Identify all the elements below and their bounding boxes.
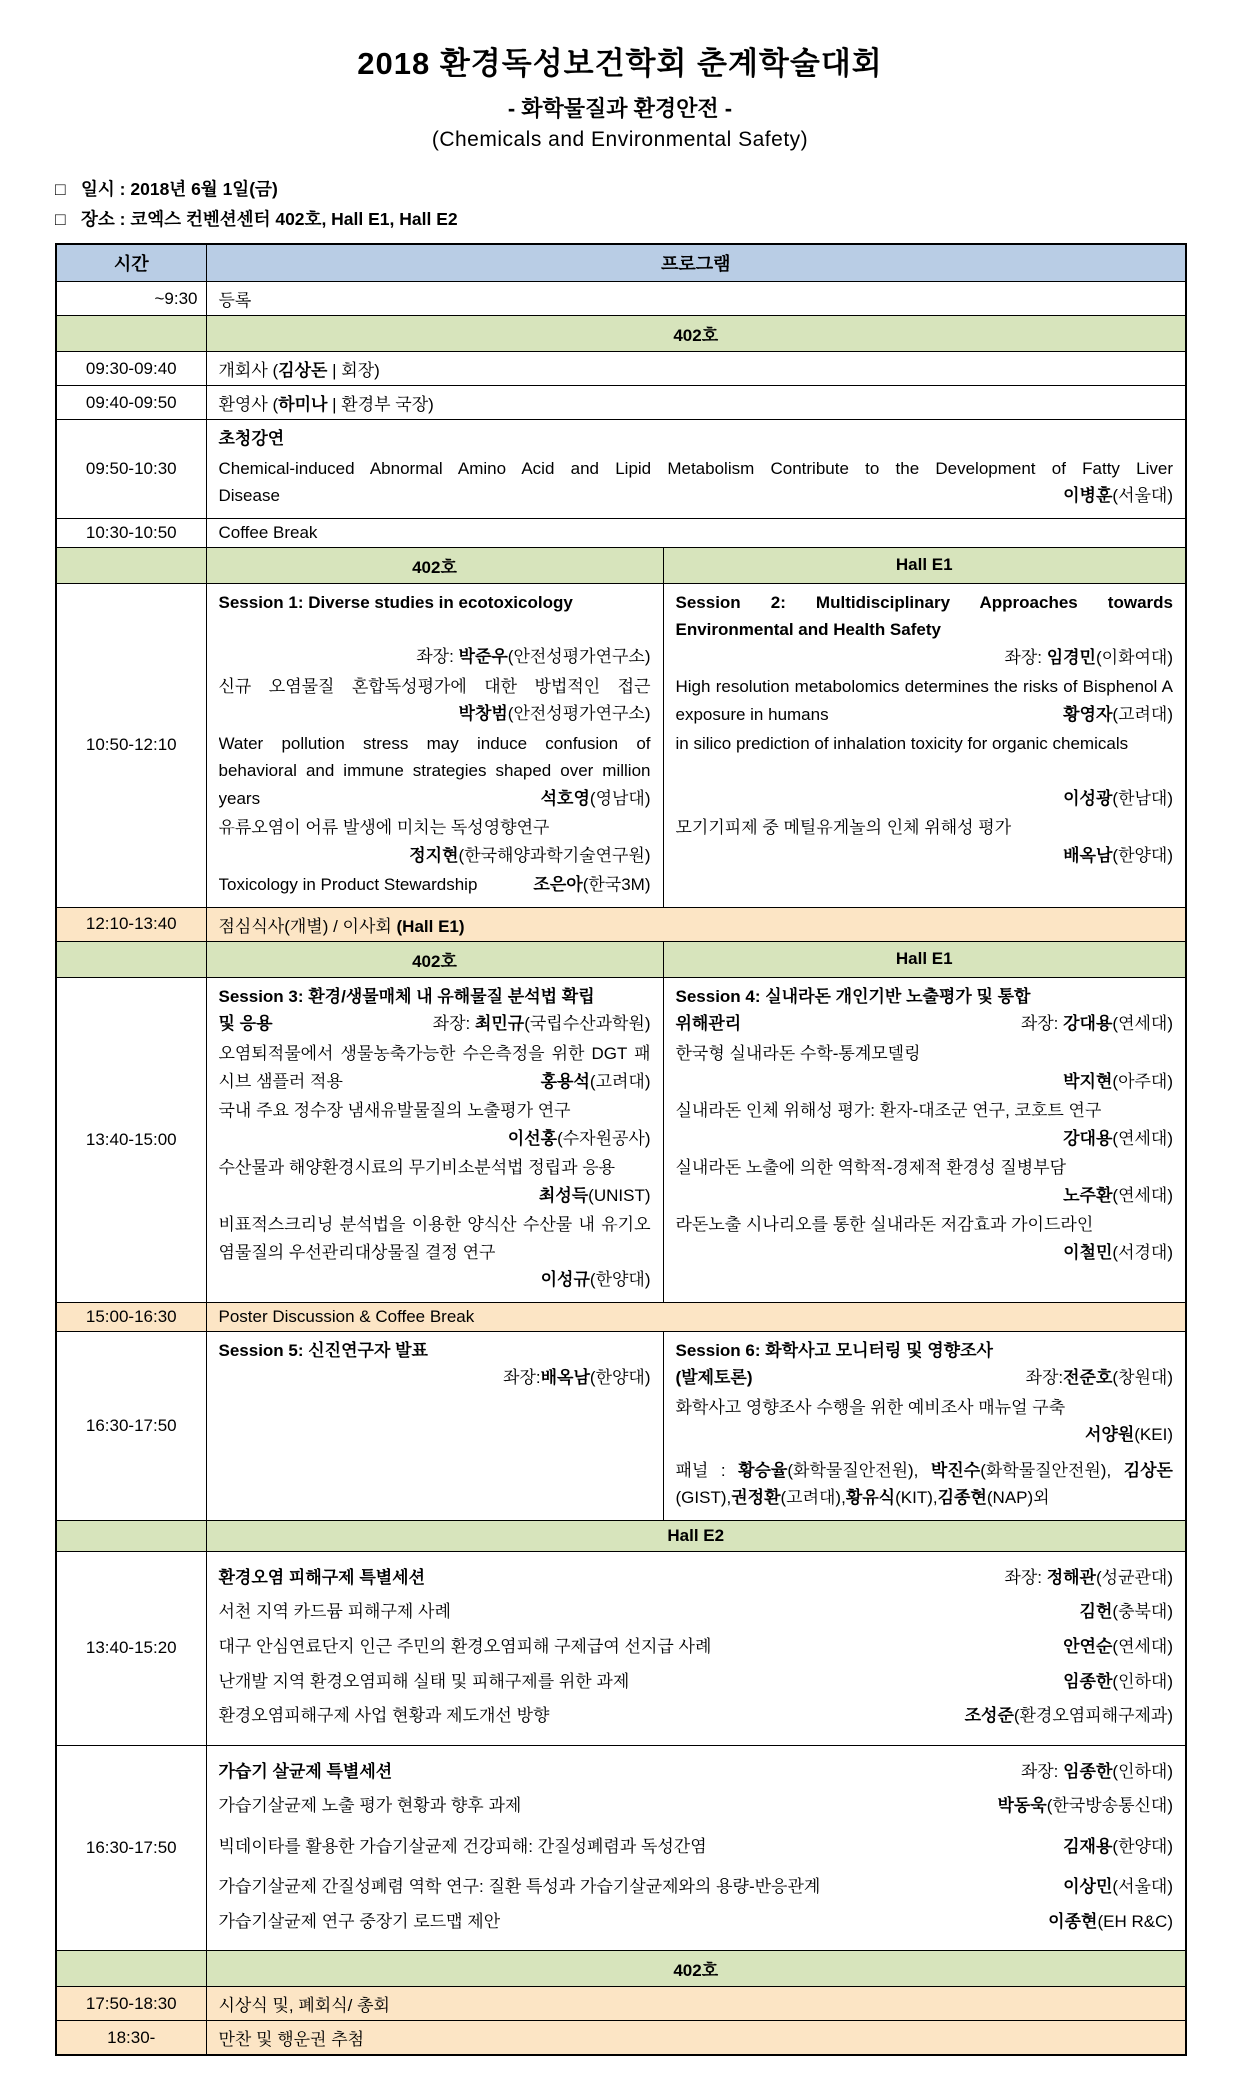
row-sessions-5-6 bbox=[56, 1331, 1186, 1520]
speaker bbox=[997, 1792, 1173, 1820]
special-session-heading-line bbox=[219, 1564, 1174, 1592]
speaker-name: 이철민 bbox=[1063, 1242, 1113, 1262]
speaker-line bbox=[219, 1182, 651, 1210]
talk-title: 서천 지역 카드뮴 피해구제 사례 bbox=[218, 1602, 451, 1622]
chair-affiliation: (창원대) bbox=[1112, 1368, 1173, 1388]
chair-affiliation: (안전성평가연구소) bbox=[507, 647, 651, 667]
talk-line bbox=[219, 1792, 1174, 1820]
talk-title: Water pollution stress may induce confusion of behavioral and immune strategies shaped over million years bbox=[218, 733, 651, 808]
panelist-affiliation: (GIST), bbox=[675, 1488, 732, 1508]
talk-entry bbox=[676, 673, 1174, 728]
time-cell: 17:50-18:30 bbox=[56, 1987, 206, 2021]
speaker-affiliation: (한국해양과학기술연구원) bbox=[458, 845, 651, 865]
row-lunch bbox=[56, 907, 1186, 941]
opening-text: 개회사 ( bbox=[218, 361, 279, 380]
panelist-affiliation: (고려대), bbox=[780, 1488, 846, 1508]
square-bullet-icon: □ bbox=[55, 179, 66, 199]
row-closing bbox=[56, 1987, 1186, 2021]
speaker-line bbox=[676, 1421, 1174, 1449]
chair-line bbox=[219, 643, 651, 671]
person-name: 김상돈 bbox=[278, 361, 328, 380]
panelist-affiliation: (NAP)외 bbox=[986, 1488, 1050, 1508]
time-cell: 09:40-09:50 bbox=[56, 386, 206, 420]
speaker-name: 황영자 bbox=[1063, 704, 1113, 724]
time-cell: 13:40-15:20 bbox=[56, 1551, 206, 1745]
program-cell: Poster Discussion & Coffee Break bbox=[206, 1302, 1186, 1331]
panelist-name: 김종현 bbox=[937, 1488, 987, 1508]
session-heading: 환경오염 피해구제 특별세션 bbox=[218, 1567, 426, 1587]
speaker-affiliation: (서울대) bbox=[1112, 486, 1173, 506]
column-header-program: 프로그램 bbox=[206, 244, 1186, 282]
panelist-name: 황승율 bbox=[738, 1460, 788, 1480]
session-heading: Session 6: 화학사고 모니터링 및 영향조사 bbox=[675, 1340, 993, 1360]
chair-line bbox=[1004, 1564, 1173, 1592]
time-cell-empty bbox=[56, 547, 206, 583]
talk-title: 모기기피제 중 메틸유게놀의 인체 위해성 평가 bbox=[675, 818, 1012, 838]
chair-label: 좌장: bbox=[1025, 1368, 1064, 1388]
talk-title: 가습기살균제 노출 평가 현황과 향후 과제 bbox=[218, 1796, 522, 1816]
speaker-affiliation: (KEI) bbox=[1134, 1425, 1173, 1445]
chair-name: 정해관 bbox=[1046, 1567, 1096, 1587]
event-venue-label: 장소 : bbox=[81, 209, 126, 229]
speaker-line bbox=[676, 1182, 1174, 1210]
speaker-name: 최성득 bbox=[538, 1185, 589, 1205]
chair-label: 좌장: bbox=[1004, 1567, 1047, 1587]
talk-title: Toxicology in Product Stewardship bbox=[218, 875, 478, 895]
column-header-time: 시간 bbox=[56, 244, 206, 282]
room-header-402: 402호 bbox=[206, 547, 663, 583]
page-title: 2018 환경독성보건학회 춘계학술대회 bbox=[357, 46, 883, 81]
chair-line bbox=[1026, 1364, 1173, 1392]
speaker-affiliation: (한양대) bbox=[1112, 1836, 1173, 1856]
speaker-affiliation: (한남대) bbox=[1112, 788, 1173, 808]
panelist-name: 권정환 bbox=[731, 1488, 781, 1508]
panelist-affiliation: (화학물질안전원), bbox=[787, 1460, 931, 1480]
speaker bbox=[1063, 1873, 1173, 1901]
special-session-heading-line bbox=[219, 1758, 1174, 1786]
session-heading: 가습기 살균제 특별세션 bbox=[218, 1761, 393, 1781]
row-sessions-3-4 bbox=[56, 977, 1186, 1302]
time-cell: 16:30-17:50 bbox=[56, 1331, 206, 1520]
time-cell: 10:50-12:10 bbox=[56, 583, 206, 907]
session-heading: Session 4: 실내라돈 개인기반 노출평가 및 통합 bbox=[675, 986, 1031, 1006]
talk-title: 수산물과 해양환경시료의 무기비소분석법 정립과 응용 bbox=[218, 1158, 616, 1178]
speaker-name: 조은아 bbox=[533, 875, 583, 895]
event-venue-line bbox=[55, 206, 1185, 231]
speaker-name: 석호영 bbox=[540, 788, 590, 808]
speaker-affiliation: (안전성평가연구소) bbox=[507, 704, 651, 724]
chair-affiliation: (국립수산과학원) bbox=[524, 1014, 651, 1034]
talk-line bbox=[219, 1633, 1174, 1661]
chair-label: 좌장: bbox=[1004, 647, 1047, 667]
speaker-name: 정지현 bbox=[409, 845, 459, 865]
chair-label: 좌장: bbox=[432, 1014, 475, 1034]
speaker bbox=[1048, 1908, 1173, 1936]
speaker-affiliation: (한양대) bbox=[1112, 845, 1173, 865]
talk-title: 가습기살균제 간질성폐렴 역학 연구: 질환 특성과 가습기살균제와의 용량-반응관계 bbox=[218, 1877, 821, 1897]
talk-title: 난개발 지역 환경오염피해 실태 및 피해구제를 위한 과제 bbox=[218, 1671, 630, 1691]
speaker-affiliation: (연세대) bbox=[1112, 1128, 1173, 1148]
talk-line bbox=[219, 1833, 1174, 1861]
speaker-affiliation: (고려대) bbox=[589, 1071, 651, 1091]
lunch-location: (Hall E1) bbox=[396, 916, 465, 936]
chair-name: 임경민 bbox=[1046, 647, 1096, 667]
talk-title: in silico prediction of inhalation toxicity for organic chemicals bbox=[675, 734, 1129, 754]
speaker-name: 홍용석 bbox=[540, 1071, 590, 1091]
time-cell-empty bbox=[56, 316, 206, 352]
special-session-2-cell bbox=[206, 1745, 1186, 1951]
chair-name: 임종한 bbox=[1063, 1761, 1113, 1781]
speaker bbox=[1063, 1833, 1173, 1861]
session-6-cell bbox=[663, 1331, 1186, 1520]
invited-lecture-entry bbox=[219, 455, 1174, 510]
chair-name: 최민규 bbox=[474, 1014, 525, 1034]
session-heading-chair-line bbox=[676, 1364, 1174, 1392]
talk-entry bbox=[219, 871, 651, 899]
room-header-hall-e2: Hall E2 bbox=[206, 1520, 1186, 1551]
speaker-name: 김재용 bbox=[1063, 1836, 1113, 1856]
speaker-name: 노주환 bbox=[1063, 1185, 1113, 1205]
speaker bbox=[531, 1068, 651, 1096]
speaker-name: 배옥남 bbox=[1063, 845, 1113, 865]
speaker-name: 김헌 bbox=[1079, 1602, 1113, 1622]
room-header-402: 402호 bbox=[206, 1951, 1186, 1987]
talk-entry bbox=[219, 730, 651, 813]
session-heading-cont: (발제토론) bbox=[675, 1368, 753, 1388]
time-cell: ~9:30 bbox=[56, 282, 206, 316]
program-cell: 등록 bbox=[206, 282, 1186, 316]
speaker-affiliation: (UNIST) bbox=[588, 1185, 651, 1205]
chair-name: 박준우 bbox=[458, 647, 508, 667]
chair-label: 좌장: bbox=[503, 1368, 541, 1388]
square-bullet-icon: □ bbox=[55, 209, 66, 229]
row-special-session-1 bbox=[56, 1551, 1186, 1745]
speaker-name: 임종한 bbox=[1063, 1671, 1113, 1691]
talk-line bbox=[219, 1598, 1174, 1626]
chair-line bbox=[676, 644, 1174, 672]
speaker bbox=[1053, 701, 1173, 729]
page-subtitle-english: (Chemicals and Environmental Safety) bbox=[431, 128, 809, 151]
talk-title: 가습기살균제 연구 중장기 로드맵 제안 bbox=[218, 1911, 501, 1931]
speaker-line bbox=[219, 1125, 651, 1153]
row-opening bbox=[56, 352, 1186, 386]
chair-name: 전준호 bbox=[1063, 1368, 1113, 1388]
speaker-name: 이성광 bbox=[1063, 788, 1113, 808]
session-5-cell bbox=[206, 1331, 663, 1520]
chair-affiliation: (인하대) bbox=[1112, 1761, 1173, 1781]
time-cell: 09:30-09:40 bbox=[56, 352, 206, 386]
talk-line bbox=[219, 1908, 1174, 1936]
program-cell: Coffee Break bbox=[206, 518, 1186, 547]
talk-title: 빅데이타를 활용한 가습기살균제 건강피해: 간질성폐렴과 독성간염 bbox=[218, 1836, 707, 1856]
row-coffee-break-1 bbox=[56, 518, 1186, 547]
row-invited-lecture bbox=[56, 420, 1186, 519]
speaker-affiliation: (고려대) bbox=[1112, 704, 1173, 724]
time-cell-empty bbox=[56, 1520, 206, 1551]
chair-affiliation: (한양대) bbox=[589, 1368, 651, 1388]
session-heading-chair-line bbox=[676, 1010, 1174, 1038]
table-header-row bbox=[56, 244, 1186, 282]
event-venue-value: 코엑스 컨벤션센터 402호, Hall E1, Hall E2 bbox=[130, 209, 458, 229]
time-cell: 09:50-10:30 bbox=[56, 420, 206, 519]
session-heading-chair-line bbox=[219, 1010, 651, 1038]
row-registration bbox=[56, 282, 1186, 316]
person-name: 하미나 bbox=[278, 395, 328, 414]
speaker-line bbox=[676, 785, 1174, 813]
time-cell: 10:30-10:50 bbox=[56, 518, 206, 547]
time-cell-empty bbox=[56, 1951, 206, 1987]
panelist-affiliation: (KIT), bbox=[895, 1488, 938, 1508]
row-hall-e2 bbox=[56, 1520, 1186, 1551]
row-room-402-b bbox=[56, 1951, 1186, 1987]
speaker-name: 조성준 bbox=[964, 1706, 1014, 1726]
program-cell: 만찬 및 행운권 추첨 bbox=[206, 2021, 1186, 2056]
speaker-affiliation: (아주대) bbox=[1112, 1071, 1173, 1091]
program-cell bbox=[206, 386, 1186, 420]
row-sessions-1-2 bbox=[56, 583, 1186, 907]
talk-title: 실내라돈 노출에 의한 역학적-경제적 환경성 질병부담 bbox=[675, 1158, 1067, 1178]
session-heading: Session 3: 환경/생물매체 내 유해물질 분석법 확립 bbox=[218, 986, 595, 1006]
chair-line bbox=[1021, 1758, 1173, 1786]
time-cell-empty bbox=[56, 941, 206, 977]
session-heading: Session 5: 신진연구자 발표 bbox=[218, 1340, 428, 1360]
speaker-line bbox=[219, 700, 651, 728]
event-date-label: 일시 : bbox=[81, 179, 126, 199]
time-cell: 13:40-15:00 bbox=[56, 977, 206, 1302]
speaker-name: 강대용 bbox=[1063, 1128, 1113, 1148]
speaker bbox=[531, 785, 651, 813]
speaker-name: 서양원 bbox=[1084, 1425, 1135, 1445]
talk-title: 환경오염피해구제 사업 현황과 제도개선 방향 bbox=[218, 1706, 550, 1726]
talk-title: 국내 주요 정수장 냄새유발물질의 노출평가 연구 bbox=[218, 1101, 571, 1121]
panelist-name: 김상돈 bbox=[1123, 1460, 1173, 1480]
speaker-affiliation: (한국3M) bbox=[582, 875, 651, 895]
chair-line bbox=[1021, 1010, 1173, 1038]
chair-name: 강대용 bbox=[1063, 1014, 1113, 1034]
session-2-cell bbox=[663, 583, 1186, 907]
speaker-affiliation: (한국방송통신대) bbox=[1046, 1796, 1173, 1816]
speaker-affiliation: (연세대) bbox=[1112, 1185, 1173, 1205]
speaker-affiliation: (EH R&C) bbox=[1097, 1911, 1173, 1931]
talk-title: 라돈노출 시나리오를 통한 실내라돈 저감효과 가이드라인 bbox=[675, 1215, 1094, 1235]
session-heading: Session 2: Multidisciplinary Approaches towards Environmental and Health Safety bbox=[675, 592, 1173, 640]
time-cell: 15:00-16:30 bbox=[56, 1302, 206, 1331]
speaker-name: 안연순 bbox=[1063, 1637, 1113, 1656]
speaker-line bbox=[676, 1068, 1174, 1096]
talk-title: 비표적스크리닝 분석법을 이용한 양식산 수산물 내 유기오염물질의 우선관리대상물질 결정 연구 bbox=[218, 1215, 651, 1262]
speaker-affiliation: (서울대) bbox=[1112, 1877, 1173, 1897]
invited-lecture-heading: 초청강연 bbox=[218, 429, 285, 448]
special-session-1-cell bbox=[206, 1551, 1186, 1745]
chair-affiliation: (이화여대) bbox=[1095, 647, 1173, 667]
speaker-affiliation: (인하대) bbox=[1112, 1671, 1173, 1691]
program-cell bbox=[206, 352, 1186, 386]
chair-line bbox=[433, 1010, 651, 1038]
row-room-split-2 bbox=[56, 941, 1186, 977]
session-heading-cont: 및 응용 bbox=[218, 1014, 273, 1034]
session-3-cell bbox=[206, 977, 663, 1302]
talk-title: 오염퇴적물에서 생물농축가능한 수은측정을 위한 DGT 패시브 샘플러 적용 bbox=[218, 1043, 651, 1091]
speaker bbox=[1053, 482, 1173, 510]
speaker-line bbox=[219, 1266, 651, 1294]
row-room-402-a bbox=[56, 316, 1186, 352]
welcome-text-post: | 환경부 국장) bbox=[327, 395, 434, 414]
speaker-name: 이병훈 bbox=[1063, 486, 1113, 506]
row-special-session-2 bbox=[56, 1745, 1186, 1951]
chair-label: 좌장: bbox=[1020, 1761, 1064, 1781]
chair-name: 배옥남 bbox=[540, 1368, 590, 1388]
talk-title: Chemical-induced Abnormal Amino Acid and Lipid Metabolism Contribute to the Development of Fatty Liver Disease bbox=[218, 458, 1173, 506]
program-cell: 시상식 및, 폐회식/ 총회 bbox=[206, 1987, 1186, 2021]
event-date-value: 2018년 6월 1일(금) bbox=[130, 179, 278, 199]
opening-text-post: | 회장) bbox=[327, 361, 380, 380]
speaker bbox=[1053, 1125, 1173, 1153]
speaker-line bbox=[676, 842, 1174, 870]
speaker-affiliation: (연세대) bbox=[1112, 1637, 1173, 1656]
chair-label: 좌장: bbox=[1020, 1014, 1064, 1034]
session-4-cell bbox=[663, 977, 1186, 1302]
panel-line bbox=[676, 1457, 1174, 1512]
speaker-name: 박지현 bbox=[1063, 1071, 1113, 1091]
speaker-affiliation: (영남대) bbox=[589, 788, 651, 808]
talk-entry bbox=[219, 1040, 651, 1095]
page-subtitle-korean: - 화학물질과 환경안전 - bbox=[507, 96, 733, 121]
chair-affiliation: (연세대) bbox=[1112, 1014, 1173, 1034]
talk-title: 화학사고 영향조사 수행을 위한 예비조사 매뉴얼 구축 bbox=[675, 1397, 1066, 1417]
program-table bbox=[55, 243, 1187, 2056]
chair-label: 좌장: bbox=[416, 647, 459, 667]
speaker bbox=[1063, 1668, 1173, 1696]
chair-affiliation: (성균관대) bbox=[1095, 1567, 1173, 1587]
panel-label: 패널 : bbox=[675, 1460, 739, 1480]
speaker-affiliation: (충북대) bbox=[1112, 1602, 1173, 1622]
room-header-hall-e1: Hall E1 bbox=[663, 547, 1186, 583]
time-cell: 12:10-13:40 bbox=[56, 907, 206, 941]
talk-entry bbox=[676, 1097, 1174, 1152]
speaker-affiliation: (환경오염피해구제과) bbox=[1013, 1706, 1173, 1726]
session-heading: Session 1: Diverse studies in ecotoxicology bbox=[218, 592, 573, 612]
session-heading-cont: 위해관리 bbox=[675, 1014, 742, 1034]
session-1-cell bbox=[206, 583, 663, 907]
program-cell bbox=[206, 907, 1186, 941]
row-welcome bbox=[56, 386, 1186, 420]
talk-title: 대구 안심연료단지 인근 주민의 환경오염피해 구제급여 선지급 사례 bbox=[218, 1637, 712, 1656]
talk-title: 실내라돈 인체 위해성 평가: 환자-대조군 연구, 코호트 연구 bbox=[675, 1101, 1102, 1121]
speaker-name: 이종현 bbox=[1048, 1911, 1098, 1931]
talk-title: 한국형 실내라돈 수학-통계모델링 bbox=[675, 1043, 921, 1063]
speaker-line bbox=[219, 842, 651, 870]
panelist-name: 황유식 bbox=[845, 1488, 896, 1508]
row-banquet bbox=[56, 2021, 1186, 2056]
time-cell: 18:30- bbox=[56, 2021, 206, 2056]
speaker bbox=[523, 871, 650, 899]
event-date-line bbox=[55, 176, 1185, 201]
talk-line bbox=[219, 1873, 1174, 1901]
talk-line bbox=[219, 1668, 1174, 1696]
speaker-name: 박동욱 bbox=[997, 1796, 1047, 1816]
row-poster-coffee bbox=[56, 1302, 1186, 1331]
event-info bbox=[55, 176, 1185, 231]
talk-title: 신규 오염물질 혼합독성평가에 대한 방법적인 접근 bbox=[218, 676, 651, 696]
invited-lecture-cell bbox=[206, 420, 1186, 519]
speaker-name: 박창범 bbox=[458, 704, 508, 724]
room-header-402: 402호 bbox=[206, 316, 1186, 352]
chair-line bbox=[219, 1364, 651, 1392]
speaker-affiliation: (서경대) bbox=[1112, 1242, 1173, 1262]
welcome-text: 환영사 ( bbox=[218, 395, 279, 414]
talk-title: High resolution metabolomics determines the risks of Bisphenol A exposure in humans bbox=[675, 677, 1173, 724]
speaker-line bbox=[676, 1239, 1174, 1267]
lunch-text: 점심식사(개별) / 이사회 bbox=[218, 916, 397, 936]
spacer bbox=[676, 758, 1174, 785]
speaker bbox=[1080, 1598, 1173, 1626]
row-room-split-1 bbox=[56, 547, 1186, 583]
speaker bbox=[1063, 1633, 1173, 1661]
panelist-affiliation: (화학물질안전원), bbox=[980, 1460, 1124, 1480]
speaker-name: 이성규 bbox=[540, 1270, 590, 1290]
spacer bbox=[219, 616, 651, 643]
time-cell: 16:30-17:50 bbox=[56, 1745, 206, 1951]
talk-line bbox=[219, 1702, 1174, 1730]
speaker bbox=[965, 1702, 1173, 1730]
speaker-name: 이선홍 bbox=[507, 1128, 558, 1148]
talk-title: 유류오염이 어류 발생에 미치는 독성영향연구 bbox=[218, 818, 550, 838]
room-header-hall-e1: Hall E1 bbox=[663, 941, 1186, 977]
speaker-name: 이상민 bbox=[1063, 1877, 1113, 1897]
panelist-name: 박진수 bbox=[930, 1460, 981, 1480]
room-header-402: 402호 bbox=[206, 941, 663, 977]
speaker-affiliation: (수자원공사) bbox=[557, 1128, 651, 1148]
speaker-affiliation: (한양대) bbox=[589, 1270, 651, 1290]
